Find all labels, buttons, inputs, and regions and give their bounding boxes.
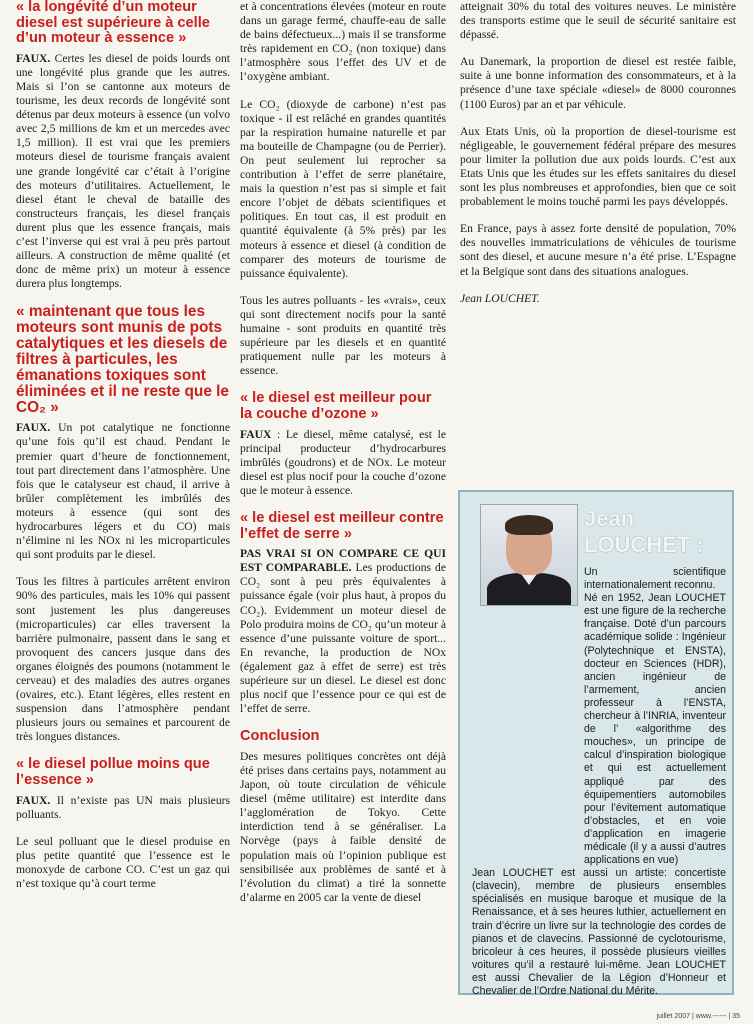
bio-name-last: LOUCHET :: [584, 532, 704, 557]
paragraph: Le seul polluant que le diesel produise en plus petite quantité que l’essence est le monoxyde de carbone CO. C’est un gaz qui n’est toxique qu’à court terme: [16, 834, 230, 891]
lead-faux: FAUX: [240, 427, 272, 441]
paragraph: atteignait 30% du total des voitures neuves. Le ministère des transports estime que le seuil de sécurité sanitaire est dépassé.: [460, 0, 736, 42]
bio-box: [458, 490, 734, 995]
bio-line-2: Né en 1952, Jean LOUCHET est une figure de la recherche française. Doté d’un parcours académique solide : Ingénieur (Polytechnique et ENSTA), docteur en Sciences (HDR), ancien ingénieur de l’armement, ancien professeur à l’ENSTA, chercheur à l’INRIA, inventeur de l’ «algorithme des mouches», un principe de calcul d’inspiration biologique et qui est actuellement appliqué par des équipementiers automobiles pour l’évitement automatique d’obstacles, et en voie d’application en imagerie médicale (il y a aussi d’autres applications en vue): [584, 592, 726, 867]
column-1: [16, 0, 230, 904]
paragraph: Aux Etats Unis, où la proportion de diesel-tourisme est négligeable, le gouvernement fédéral prépare des mesures pour limiter la pollution due aux poids lourds. C’est aux Etats Unis que les études sur les effets sanitaires du diesel sont les plus nombreuses et approfondies, bien que ce soit probablement le moins touché parmi les pays développés.: [460, 124, 736, 209]
lead-faux: FAUX.: [16, 793, 51, 807]
paragraph: Des mesures politiques concrètes ont déjà été prises dans certains pays, notamment au Japon, où toute circulation de véhicule diesel (même utilitaire) est interdite dans l’agglomération de Tokyo. Cette interdiction tend à se généraliser. La Norvège (pays à faible densité de population mais où l’opinion publique est sensibilisée aux problèmes de santé et à l’évolution du climat) a tiré la sonnette d’alarme en 2005 car la vente de diesel: [240, 749, 446, 904]
paragraph: [240, 428, 446, 498]
bio-line-3: Jean LOUCHET est aussi un artiste: concertiste (clavecin), membre de plusieurs ensembles spécialisés en musique baroque et musique de la Renaissance, et à ses heures luthier, actuellement en train d’écrire un livre sur la technologie des cordes de pianos et de clavecins. Passionné de cyclotourisme, bricoleur à ces heures, il possède plusieurs vieilles voitures qu’il a restauré lui-même.: [472, 867, 726, 971]
paragraph: [16, 52, 230, 292]
paragraph: [16, 794, 230, 822]
bio-line-4: Jean LOUCHET est aussi Chevalier de la Légion d’Honneur et Chevalier de l’Ordre National du Mérite.: [472, 958, 726, 997]
heading-effet-de-serre: « le diesel est meilleur contre l’effet de serre »: [240, 510, 444, 542]
bio-name: [584, 506, 704, 558]
paragraph-text: Certes les diesel de poids lourds ont une longévité plus grande que les autres. Mais si l’on se cantonne aux moteurs de tourisme, les deux records de longévité sont détenus par deux moteurs à essence (un volvo avec 2,5 millions de km et un mercedes avec 1,5 million). Il est vrai que les premiers moteurs diesel de tourisme français avaient une grande longévité car c’était à l’origine des moteurs d’utilitaires. Actuellement, le diesel étant le cheval de bataille des constructeurs français, les diesel français durent plus que les essence français, mais c’est l’inverse qui est vrai à peu près partout ailleurs. A construction de même qualité (et donc de même prix) un moteur à essence durera plus longtemps.: [16, 51, 230, 291]
paragraph: Tous les filtres à particules arrêtent environ 90% des particules, mais les 10% qui passent sont justement les plus dangereuses (microparticules) car elles traversent la barrière pulmonaire, passent dans le sang et provoquent des cancers jusque dans des organes éloignés des poumons (notamment le cerveau) et des maladies des autres organes (ovaires, etc.). Etant légères, elles restent en suspension dans l’atmosphère pendant plusieurs jours ou semaines et parcourent de très longues distances.: [16, 575, 230, 744]
heading-pollue-moins: « le diesel pollue moins que l’essence »: [16, 756, 210, 789]
signature: Jean LOUCHET.: [460, 291, 540, 305]
paragraph: En France, pays à assez forte densité de population, 70% des nouvelles immatriculations de véhicules de tourisme sont des diesel, et aucune mesure n’a été prise. L’Espagne et la Belgique sont dans des situations analogues.: [460, 222, 736, 278]
paragraph-text: Il n’existe pas UN mais plusieurs polluants.: [16, 793, 230, 821]
paragraph: [240, 547, 446, 716]
bio-name-first: Jean: [584, 506, 635, 531]
paragraph: Le CO₂ (dioxyde de carbone) n’est pas toxique - il est relâché en grandes quantités par la respiration humaine naturelle et par ma bouteille de Champagne (ou de Perrier). On peut seulement lui reprocher sa contribution à l’effet de serre planétaire, mais la question n’est pas si simple et fait encore l’objet de débats scientifiques et politiques. En tout cas, il est produit en quantité équivalente (à 5% près) par les moteurs à essence et diesel (à condition de comparer des moteurs de tourisme de puissance équivalente).: [240, 97, 446, 280]
page-footer: juillet 2007 | www.------ | 35: [656, 1013, 740, 1020]
paragraph: Au Danemark, la proportion de diesel est restée faible, suite à une bonne information des consommateurs, et à la présence d’une taxe spéciale «diesel» de 8000 couronnes (1100 Euros) par an et par véhicule.: [460, 55, 736, 111]
heading-conclusion: Conclusion: [240, 728, 320, 745]
paragraph: et à concentrations élevées (moteur en route dans un garage fermé, chauffe-eau de salle de bains défectueux...) mais il se transforme très rapidement en CO₂ (non toxique) dans l’atmosphère sous l’effet des UV et de l’oxygène ambiant.: [240, 0, 446, 84]
bio-text: [472, 566, 726, 998]
paragraph: Tous les autres polluants - les «vrais», ceux qui sont directement nocifs pour la santé humaine - sont produits en quantité très supérieure par les diesels et en quantité pratiquement nulle par les moteurs à essence.: [240, 293, 446, 378]
paragraph: [16, 421, 230, 562]
bio-line-1: Un scientifique internationalement reconnu.: [584, 566, 726, 592]
heading-couche-ozone: « le diesel est meilleur pour la couche d’ozone »: [240, 390, 432, 422]
paragraph-text: Un pot catalytique ne fonctionne qu’une fois qu’il est chaud. Pendant le premier quart d’heure de fonctionnement, tout part directement dans l’atmosphère. Une fois que le catalyseur est chaud, il arrive à brûler complètement les imbrûlés des moteurs à essence (qui sont des hydrocarbures légers et du CO) mais n’élimine ni les NOx ni les microparticules qui sont produits par le diesel.: [16, 421, 230, 562]
column-3: [460, 0, 736, 319]
column-2: [240, 0, 446, 918]
heading-longevite: « la longévité d’un moteur diesel est supérieure à celle d’un moteur à essence »: [16, 0, 210, 47]
lead-pas-vrai: PAS VRAI SI ON COMPARE CE QUI EST COMPARABLE.: [240, 547, 446, 575]
lead-faux: FAUX.: [16, 421, 51, 435]
photo-hair: [505, 515, 553, 535]
paragraph-text: : Le diesel, même catalysé, est le principal producteur d’hydrocarbures imbrûlés (goudrons) et de NOx. Le moteur diesel est plus nocif pour la couche d’ozone que le moteur à essence.: [240, 427, 446, 497]
paragraph-text: Les productions de CO₂ sont à peu près équivalentes à puissance égale (voir plus haut, à propos du CO₂). Evidemment un moteur diesel de Polo produira moins de CO₂ qu’un moteur à essence d’une puissante voiture de sport... En revanche, la production de NOx (également gaz à effet de serre) est très supérieure sur un diesel. Le diesel est donc plus nocif que l’essence pour ce qui est de l’effet de serre.: [240, 561, 446, 716]
lead-faux: FAUX.: [16, 51, 51, 65]
heading-pots-catalytiques: « maintenant que tous les moteurs sont munis de pots catalytiques et les diesels de filtres à particules, les émanations toxiques sont éliminées et il ne reste que le CO₂ »: [16, 303, 229, 417]
